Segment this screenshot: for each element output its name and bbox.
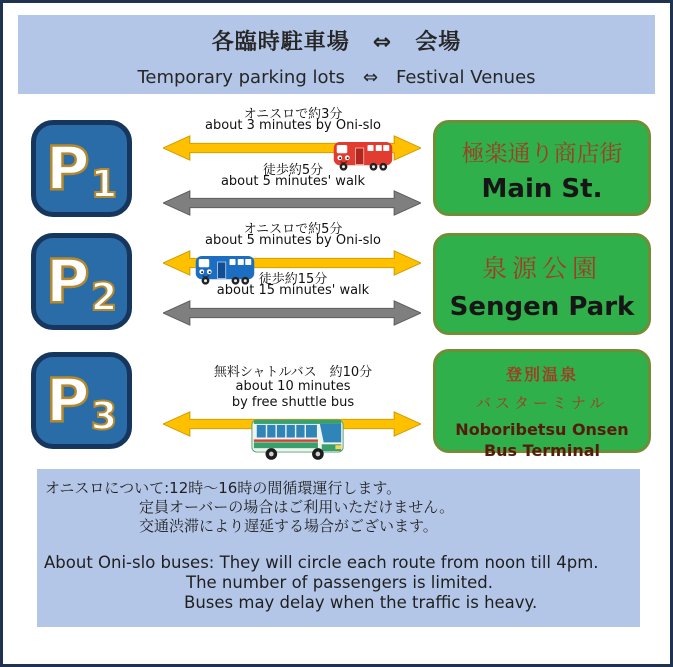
parking-tile-p3	[31, 352, 132, 449]
venue-name-en2: Bus Terminal	[483, 441, 601, 460]
notes-box	[37, 469, 640, 627]
row1-walk-label-jp: 徒歩約5分	[262, 163, 324, 178]
venue-name-jp: 泉源公園	[481, 254, 602, 283]
venue-name-en: Main St.	[481, 174, 603, 204]
row1-walk-label-en: about 5 minutes' walk	[220, 174, 366, 189]
double-arrow-gray-icon	[163, 189, 421, 217]
parking-tile-p2	[31, 233, 132, 330]
shuttle-bus-icon	[250, 413, 347, 462]
note-en-line3: Buses may delay when the traffic is heavy.	[184, 593, 538, 612]
venue-name-en1: Noboribetsu Onsen	[455, 420, 629, 439]
row2-oni-label-en: about 5 minutes by Oni-slo	[205, 233, 381, 248]
row3-shuttle-label-en2: by free shuttle bus	[231, 395, 355, 410]
row1-oni-label-jp: オニスロで約3分	[243, 107, 343, 122]
venue-name-jp2: バスターミナル	[475, 394, 609, 412]
note-jp-line2: 定員オーバーの場合はご利用いただけません。	[139, 498, 455, 516]
header-banner	[18, 15, 655, 94]
row1-oni-label-en: about 3 minutes by Oni-slo	[205, 118, 381, 133]
parking-tile-p1	[31, 120, 132, 217]
parking-number: 1	[90, 161, 118, 206]
row3-shuttle-label-jp: 無料シャトルバス 約10分	[213, 365, 373, 380]
venue-main-st	[433, 120, 651, 216]
venue-name-en: Sengen Park	[449, 292, 635, 322]
row2-oni-label-jp: オニスロで約5分	[243, 222, 343, 237]
header-title-en: Temporary parking lots ⇔ Festival Venues	[137, 67, 536, 88]
row2-walk-label-jp: 徒歩約15分	[258, 272, 328, 287]
venue-sengen-park	[433, 233, 651, 335]
header-title-jp: 各臨時駐車場 ⇔ 会場	[211, 30, 462, 55]
parking-letter: P	[45, 246, 90, 317]
note-en-line1: About Oni-slo buses: They will circle each route from noon till 4pm.	[44, 553, 599, 572]
row3-shuttle-label-en1: about 10 minutes	[235, 379, 351, 394]
note-en-line2: The number of passengers is limited.	[186, 573, 493, 592]
parking-letter: P	[45, 365, 90, 436]
parking-letter: P	[45, 133, 90, 204]
row2-walk-label-en: about 15 minutes' walk	[216, 283, 370, 298]
double-arrow-gray-icon	[163, 299, 421, 327]
parking-number: 2	[90, 274, 118, 319]
venue-name-jp1: 登別温泉	[505, 365, 578, 384]
venue-bus-terminal	[433, 349, 651, 460]
parking-number: 3	[90, 393, 118, 438]
venue-name-jp: 極楽通り商店街	[461, 141, 623, 167]
note-jp-line1: オニスロについて:12時～16時の間循環運行します。	[45, 479, 402, 497]
note-jp-line3: 交通渋滞により遅延する場合がございます。	[139, 517, 438, 535]
